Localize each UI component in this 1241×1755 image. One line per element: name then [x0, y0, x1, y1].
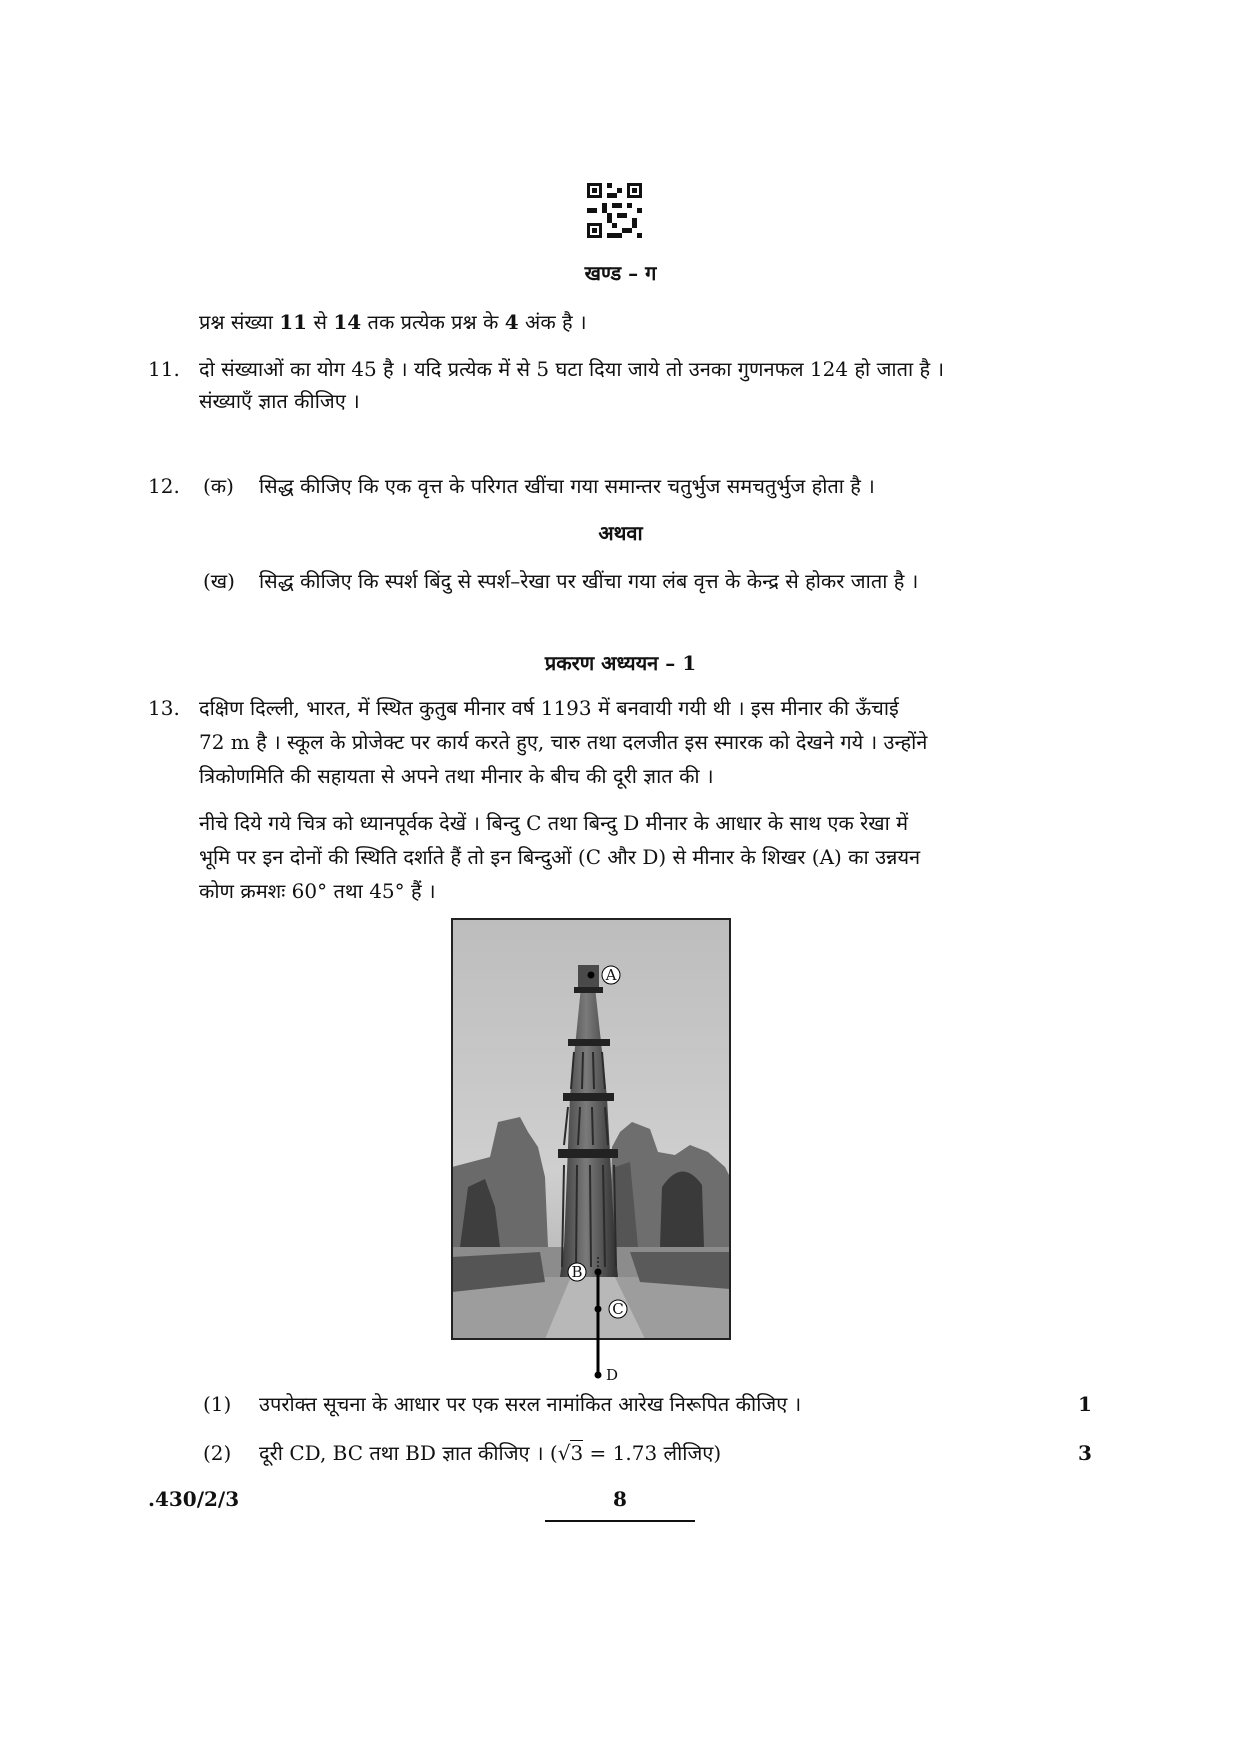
- case-study-heading: प्रकरण अध्ययन – 1: [544, 651, 697, 675]
- label-b: B: [571, 1263, 583, 1281]
- point-d-dot: [595, 1372, 602, 1379]
- point-a-dot: [588, 972, 595, 979]
- q13-para2-line3: कोण क्रमशः 60° तथा 45° हैं ।: [199, 879, 436, 903]
- page-number: 8: [613, 1487, 627, 1511]
- point-c-dot: [595, 1306, 602, 1313]
- point-b-dot: [595, 1269, 602, 1276]
- sqrt-sign: √: [557, 1441, 571, 1465]
- q12-or-label: अथवा: [598, 521, 643, 545]
- qutub-minar-figure: [450, 917, 750, 1382]
- q13-sub2-label: (2): [203, 1441, 232, 1465]
- page-number-rule: [545, 1520, 695, 1522]
- q13-para1-line2: 72 m है । स्कूल के प्रोजेक्ट पर कार्य करते हुए, चारु तथा दलजीत इस स्मारक को देखने गये । उन्होंने: [199, 730, 928, 754]
- q11-line1: दो संख्याओं का योग 45 है । यदि प्रत्येक में से 5 घटा दिया जाये तो उनका गुणनफल 124 हो जाता है ।: [199, 357, 945, 381]
- label-c: C: [612, 1300, 624, 1318]
- q13-sub1-marks: 1: [1078, 1392, 1092, 1416]
- q12-part-a-text: सिद्ध कीजिए कि एक वृत्त के परिगत खींचा गया समान्तर चतुर्भुज समचतुर्भुज होता है ।: [259, 474, 875, 498]
- label-d: D: [606, 1366, 619, 1382]
- q13-para2-line2: भूमि पर इन दोनों की स्थिति दर्शाते हैं तो इन बिन्दुओं (C और D) से मीनार के शिखर (A) का उन्नयन: [199, 845, 921, 869]
- paper-code: .430/2/3: [148, 1487, 240, 1511]
- q12-part-a-label: (क): [203, 474, 234, 498]
- q13-sub1-text: उपरोक्त सूचना के आधार पर एक सरल नामांकित आरेख निरूपित कीजिए ।: [259, 1392, 802, 1416]
- q12-part-b-text: सिद्ध कीजिए कि स्पर्श बिंदु से स्पर्श–रेखा पर खींचा गया लंब वृत्त के केन्द्र से होकर जाता है ।: [259, 569, 919, 593]
- section-heading: खण्ड – ग: [584, 261, 657, 285]
- q13-para2-line1: नीचे दिये गये चित्र को ध्यानपूर्वक देखें । बिन्दु C तथा बिन्दु D मीनार के आधार के साथ एक रेखा में: [199, 811, 909, 835]
- section-instruction: प्रश्न संख्या 11 से 14 तक प्रत्येक प्रश्न के 4 अंक है ।: [199, 310, 587, 334]
- q13-sub2-marks: 3: [1078, 1441, 1092, 1465]
- q13-para1-line1: दक्षिण दिल्ली, भारत, में स्थित कुतुब मीनार वर्ष 1193 में बनवायी गयी थी । इस मीनार की ऊँचाई: [199, 696, 899, 720]
- q13-sub2-text: दूरी CD, BC तथा BD ज्ञात कीजिए । (√3 = 1.73 लीजिए): [259, 1441, 722, 1465]
- q13-number: 13.: [148, 696, 180, 720]
- qr-code-icon: [587, 183, 642, 238]
- q13-para1-line3: त्रिकोणमिति की सहायता से अपने तथा मीनार के बीच की दूरी ज्ञात की ।: [199, 764, 714, 788]
- q11-line2: संख्याएँ ज्ञात कीजिए ।: [199, 389, 360, 413]
- ruin-arch: [660, 1171, 704, 1247]
- q13-sub1-label: (1): [203, 1392, 232, 1416]
- q11-number: 11.: [148, 357, 180, 381]
- label-a: A: [605, 966, 617, 984]
- sqrt-radicand: 3: [570, 1441, 584, 1465]
- q12-number: 12.: [148, 474, 180, 498]
- q12-part-b-label: (ख): [203, 569, 235, 593]
